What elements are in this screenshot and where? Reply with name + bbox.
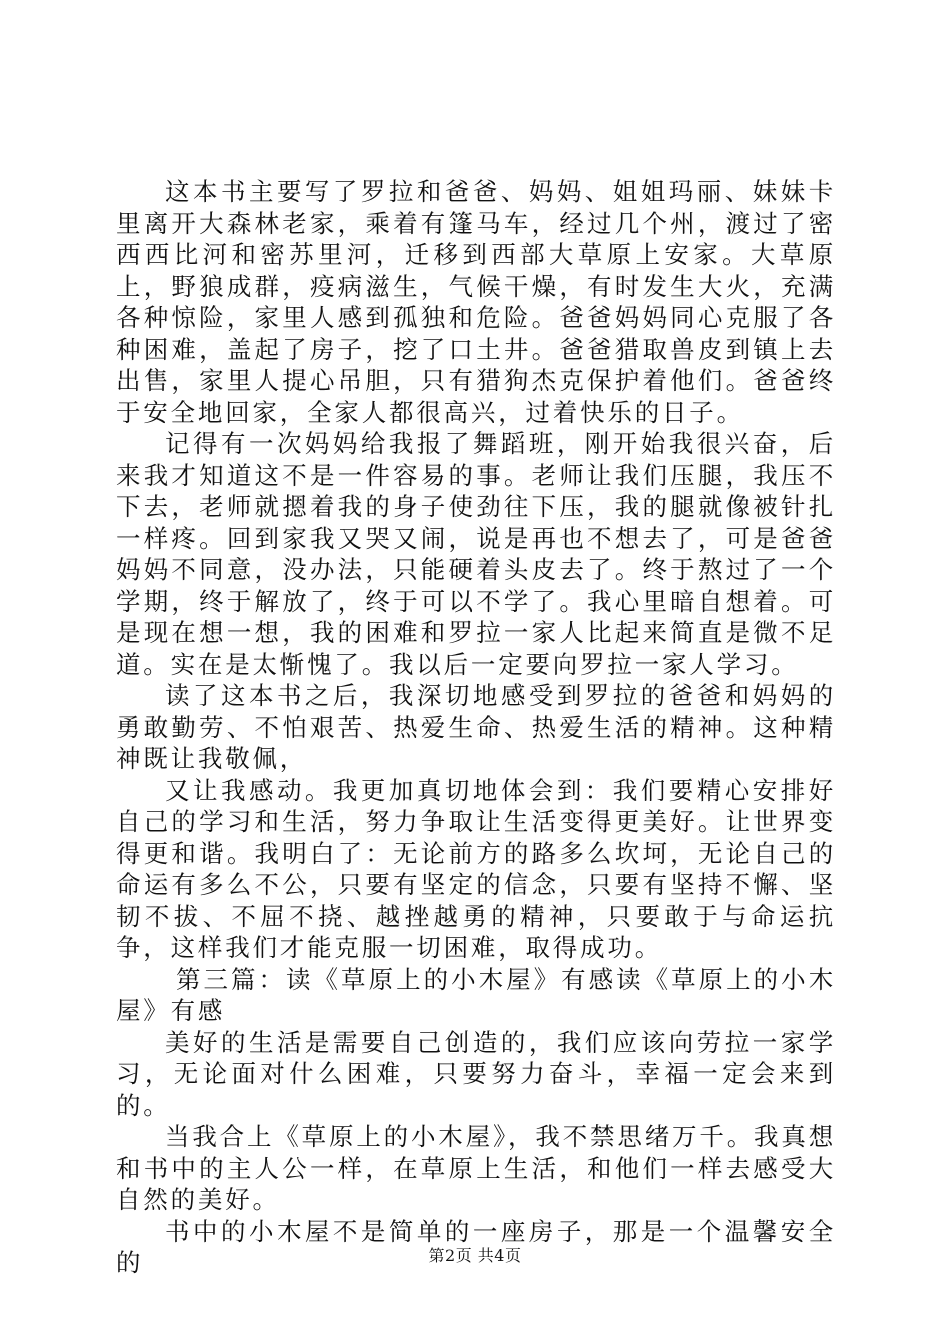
paragraph-dance-class-memory: 记得有一次妈妈给我报了舞蹈班，刚开始我很兴奋，后来我才知道这不是一件容易的事。老师让我们压腿，我压不下去，老师就摁着我的身子使劲往下压，我的腿就像被针扎一样疼。回到家我又哭又闹，说是再也不想去了，可是爸爸妈妈不同意，没办法，只能硬着头皮去了。终于熬过了一个学期，终于解放了，终于可以不学了。我心里暗自想着。可是现在想一想，我的困难和罗拉一家人比起来简直是微不足道。实在是太惭愧了。我以后一定要向罗拉一家人学习。 — [116, 429, 836, 679]
page-number-footer: 第2页 共4页 — [428, 1246, 522, 1265]
paragraph-little-house: 书中的小木屋不是简单的一座房子，那是一个温馨安全的 — [116, 1216, 836, 1277]
paragraph-good-life: 美好的生活是需要自己创造的，我们应该向劳拉一家学习，无论面对什么困难，只要努力奋斗，幸福一定会来到的。 — [116, 1027, 836, 1120]
paragraph-reflection: 读了这本书之后，我深切地感受到罗拉的爸爸和妈妈的勇敢勤劳、不怕艰苦、热爱生命、热爱生活的精神。这种精神既让我敬佩， — [116, 681, 836, 773]
paragraph-book-summary: 这本书主要写了罗拉和爸爸、妈妈、姐姐玛丽、妹妹卡里离开大森林老家，乘着有篷马车，经过几个州，渡过了密西西比河和密苏里河，迁移到西部大草原上安家。大草原上，野狼成群，疫病滋生，气候干燥，有时发生大火，充满各种惊险，家里人感到孤独和危险。爸爸妈妈同心克服了各种困难，盖起了房子，挖了口土井。爸爸猎取兽皮到镇上去出售，家里人提心吊胆，只有猎狗杰克保护着他们。爸爸终于安全地回家，全家人都很高兴，过着快乐的日子。 — [116, 177, 836, 427]
document-body — [116, 176, 836, 1279]
paragraph-lesson-learned: 又让我感动。我更加真切地体会到：我们要精心安排好自己的学习和生活，努力争取让生活变得更美好。让世界变得更和谐。我明白了：无论前方的路多么坎坷，无论自己的命运有多么不公，只要有坚定的信念，只要有坚持不懈、坚韧不拔、不屈不挠、越挫越勇的精神，只要敢于与命运抗争，这样我们才能克服一切困难，取得成功。 — [116, 775, 836, 962]
section-heading: 第三篇：读《草原上的小木屋》有感读《草原上的小木屋》有感 — [116, 964, 836, 1025]
paragraph-closing-book: 当我合上《草原上的小木屋》，我不禁思绪万千。我真想和书中的主人公一样，在草原上生活，和他们一样去感受大自然的美好。 — [116, 1122, 836, 1214]
